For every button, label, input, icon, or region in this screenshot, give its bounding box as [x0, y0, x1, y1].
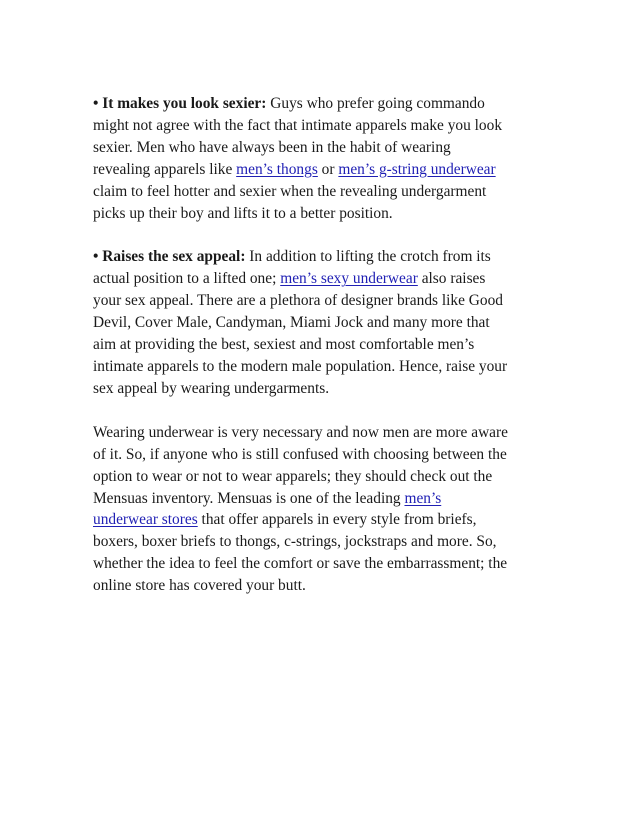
text-line — [93, 488, 545, 510]
hyperlink[interactable]: men’s — [404, 489, 442, 507]
text-line — [93, 356, 545, 378]
text-run: of it. So, if anyone who is still confused with choosing between the — [93, 445, 507, 463]
text-run: revealing apparels like — [93, 160, 237, 178]
hyperlink[interactable]: men’s g-string underwear — [338, 160, 496, 178]
text-run: online store has covered your butt. — [93, 577, 306, 595]
text-line — [93, 137, 545, 159]
text-line — [93, 268, 545, 290]
text-run: your sex appeal. There are a plethora of designer brands like Good — [93, 292, 503, 310]
text-run: that offer apparels in every style from briefs, — [197, 511, 477, 529]
hyperlink[interactable]: men’s sexy underwear — [280, 270, 418, 288]
text-run: In addition to lifting the crotch from its — [245, 248, 491, 266]
paragraph-1 — [93, 93, 545, 224]
text-line — [93, 159, 545, 181]
text-run: intimate apparels to the modern male population. Hence, raise your — [93, 357, 508, 375]
text-run: Guys who prefer going commando — [266, 95, 485, 112]
text-line — [93, 509, 545, 531]
text-run: whether the idea to feel the comfort or save the embarrassment; the — [93, 555, 508, 573]
text-line — [93, 290, 545, 312]
text-run: might not agree with the fact that intimate apparels make you look — [93, 116, 503, 134]
text-line — [93, 466, 545, 488]
text-line — [93, 444, 545, 466]
text-run: Wearing underwear is very necessary and now men are more aware — [93, 423, 508, 441]
text-run: aim at providing the best, sexiest and most comfortable men’s — [93, 336, 475, 354]
hyperlink[interactable]: men’s thongs — [236, 160, 318, 178]
text-run: Mensuas inventory. Mensuas is one of the leading — [93, 489, 405, 507]
text-line — [93, 181, 545, 203]
text-line — [93, 93, 545, 115]
text-line — [93, 575, 545, 597]
paragraph-3 — [93, 422, 545, 597]
text-run: also raises — [417, 270, 486, 288]
paragraph-heading: • Raises the sex appeal: — [93, 248, 246, 266]
text-line — [93, 246, 545, 268]
text-run: Devil, Cover Male, Candyman, Miami Jock and many more that — [93, 314, 490, 332]
text-run: or — [317, 160, 339, 178]
text-run: sexier. Men who have always been in the habit of wearing — [93, 138, 451, 156]
text-line — [93, 115, 545, 137]
paragraph-2 — [93, 246, 545, 399]
text-line — [93, 334, 545, 356]
text-line — [93, 203, 545, 225]
text-run: picks up their boy and lifts it to a better position. — [93, 204, 393, 222]
text-run: actual position to a lifted one; — [93, 270, 281, 288]
text-run: boxers, boxer briefs to thongs, c-strings, jockstraps and more. So, — [93, 533, 497, 551]
text-run: claim to feel hotter and sexier when the revealing undergarment — [93, 182, 487, 200]
hyperlink[interactable]: underwear stores — [93, 511, 198, 529]
text-line — [93, 553, 545, 575]
document-body — [93, 93, 545, 619]
paragraph-heading: • It makes you look sexier: — [93, 95, 267, 112]
text-line — [93, 312, 545, 334]
text-run: option to wear or not to wear apparels; they should check out the — [93, 467, 493, 485]
text-line — [93, 531, 545, 553]
text-line — [93, 422, 545, 444]
text-run: sex appeal by wearing undergarments. — [93, 379, 330, 397]
text-line — [93, 378, 545, 400]
